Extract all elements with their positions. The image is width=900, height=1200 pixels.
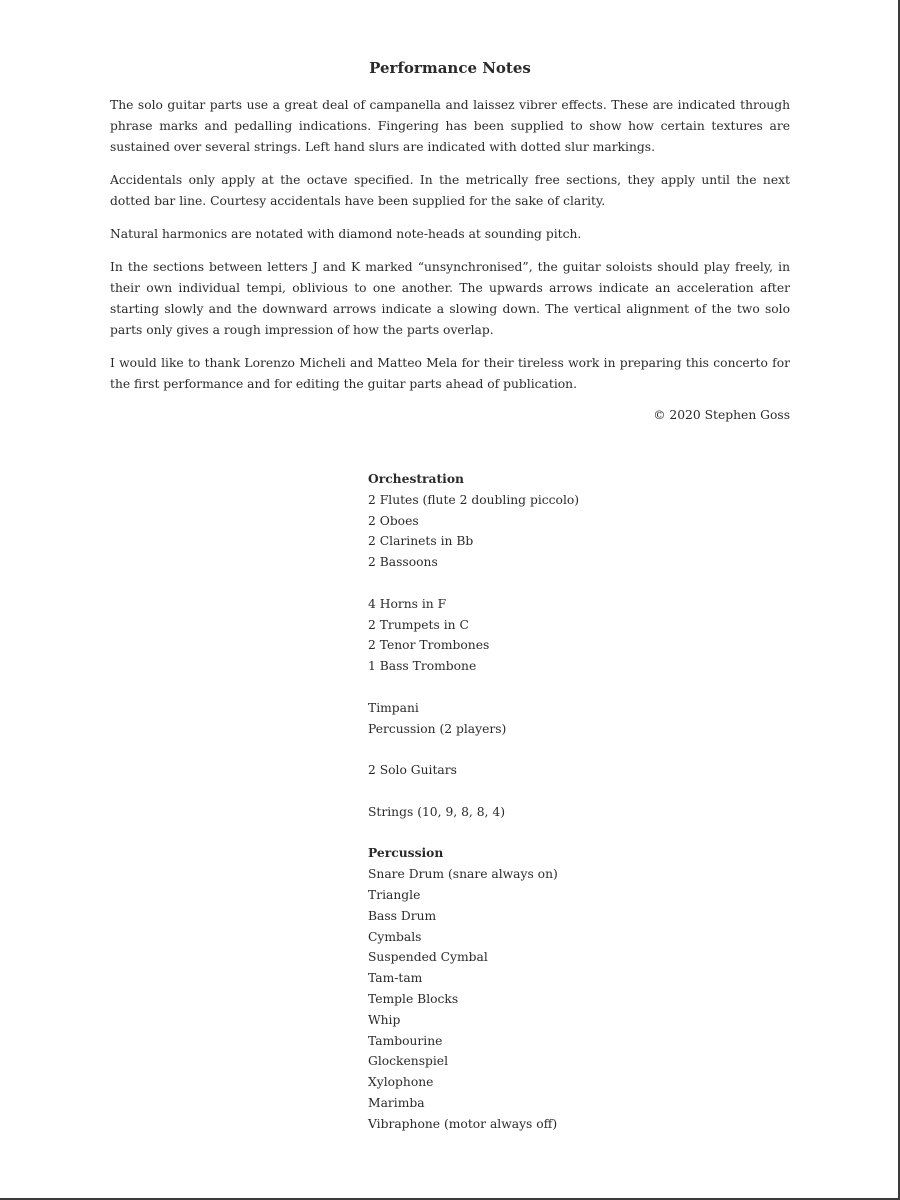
copyright-notice: © 2020 Stephen Goss <box>653 408 790 422</box>
page-title: Performance Notes <box>369 59 531 77</box>
percussion-item: Vibraphone (motor always off) <box>368 1116 558 1131</box>
percussion-item: Xylophone <box>368 1075 434 1090</box>
instrumentation-lists <box>368 469 579 1135</box>
orchestration-item: 2 Oboes <box>368 513 419 528</box>
orchestration-item: Strings (10, 9, 8, 8, 4) <box>368 804 505 819</box>
orchestration-heading: Orchestration <box>368 471 464 486</box>
list-spacer <box>368 739 579 760</box>
note-paragraph-accidentals: Accidentals only apply at the octave specified. In the metrically free sections, they apply until the next dotted bar line. Courtesy accidentals have been supplied for the sake of clarity. <box>110 173 790 208</box>
percussion-item: Cymbals <box>368 929 422 944</box>
list-spacer <box>368 823 579 844</box>
orchestration-item: Percussion (2 players) <box>368 721 507 736</box>
orchestration-item: 2 Tenor Trombones <box>368 638 490 653</box>
percussion-item: Triangle <box>368 887 421 902</box>
percussion-item: Suspended Cymbal <box>368 950 488 965</box>
list-spacer <box>368 677 579 698</box>
note-paragraph-harmonics: Natural harmonics are notated with diamond note-heads at sounding pitch. <box>110 227 582 241</box>
percussion-item: Glockenspiel <box>368 1054 449 1069</box>
note-paragraph-acknowledgements: I would like to thank Lorenzo Micheli and Matteo Mela for their tireless work in preparing this concerto for the first performance and for editing the guitar parts ahead of publication. <box>110 356 790 391</box>
percussion-item: Marimba <box>368 1095 425 1110</box>
orchestration-item: Timpani <box>368 700 419 715</box>
note-paragraph-campanella: The solo guitar parts use a great deal of campanella and laissez vibrer effects. These are indicated through phrase marks and pedalling indications. Fingering has been supplied to show how certain textures are sustained over several strings. Left hand slurs are indicated with dotted slur markings. <box>110 98 790 154</box>
percussion-item: Snare Drum (snare always on) <box>368 867 558 882</box>
orchestration-item: 2 Flutes (flute 2 doubling piccolo) <box>368 492 580 507</box>
list-spacer <box>368 781 579 802</box>
orchestration-item: 2 Bassoons <box>368 555 438 570</box>
percussion-heading: Percussion <box>368 845 444 861</box>
note-paragraph-unsynchronised: In the sections between letters J and K marked “unsynchronised”, the guitar soloists should play freely, in their own individual tempi, oblivious to one another. The upwards arrows indicate an acceleration after starting slowly and the downward arrows indicate a slowing down. The vertical alignment of the two solo parts only gives a rough impression of how the parts overlap. <box>110 260 790 337</box>
percussion-item: Tam-tam <box>368 971 423 986</box>
orchestration-item: 1 Bass Trombone <box>368 659 477 674</box>
percussion-item: Tambourine <box>368 1033 443 1048</box>
orchestration-item: 4 Horns in F <box>368 596 447 611</box>
percussion-item: Bass Drum <box>368 908 437 923</box>
performance-notes <box>110 95 790 426</box>
percussion-item: Whip <box>368 1012 401 1027</box>
orchestration-item: 2 Clarinets in Bb <box>368 534 474 549</box>
orchestration-item: 2 Solo Guitars <box>368 763 457 778</box>
percussion-item: Temple Blocks <box>368 991 459 1006</box>
list-spacer <box>368 573 579 594</box>
orchestration-item: 2 Trumpets in C <box>368 617 469 632</box>
